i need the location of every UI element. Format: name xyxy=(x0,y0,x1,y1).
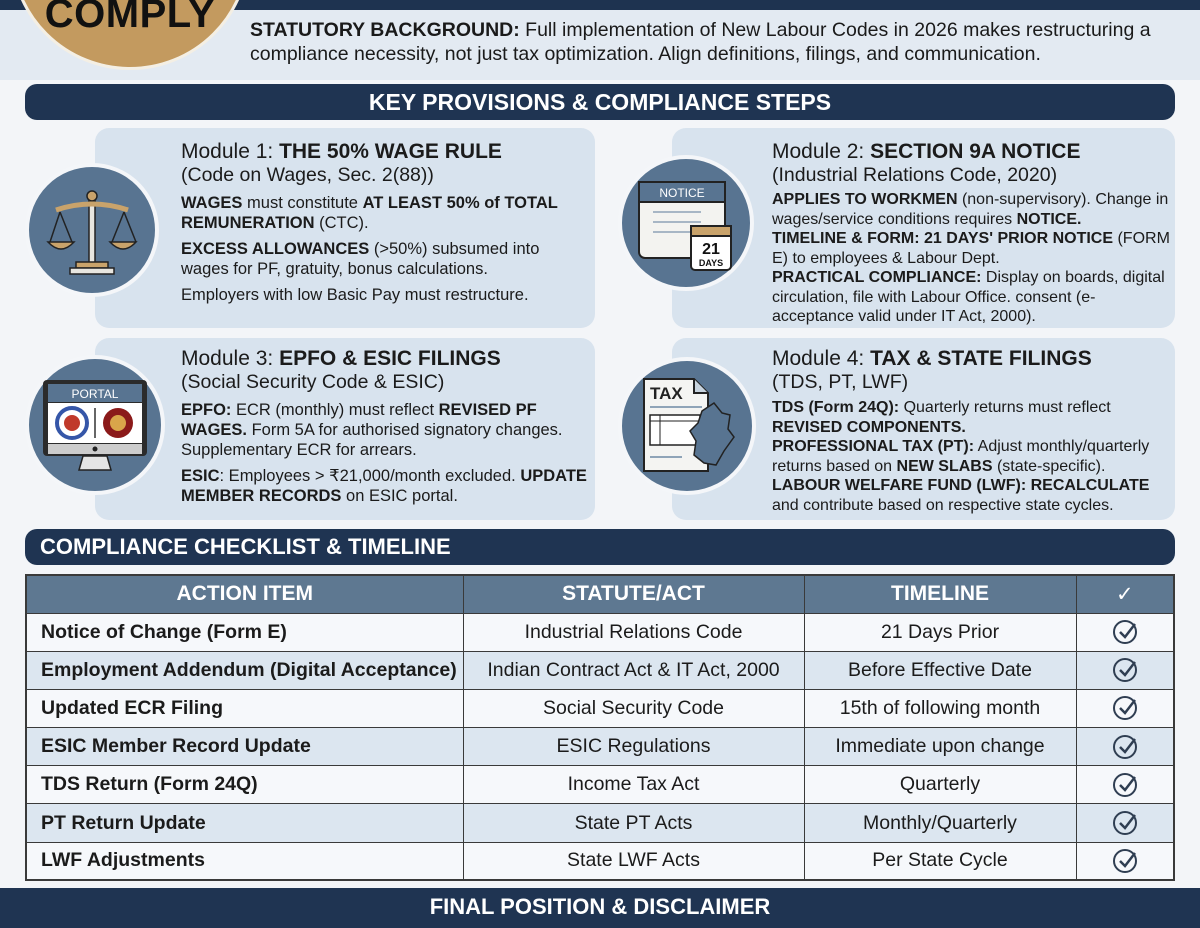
text: Display on boards, digital circulation, file with Labour Office. consent (e-acceptance valid under IT Act, 2000). xyxy=(772,269,1165,325)
module-4-text xyxy=(772,347,1172,515)
table-row xyxy=(26,842,1174,880)
statute-cell: State LWF Acts xyxy=(463,842,804,880)
timeline-cell: Per State Cycle xyxy=(804,842,1076,880)
text-bold: REVISED COMPONENTS. xyxy=(772,418,966,436)
text: (CTC). xyxy=(314,214,369,232)
check-circle-icon[interactable] xyxy=(1113,773,1137,797)
text-bold: UPDATE MEMBER RECORDS xyxy=(181,467,587,505)
check-circle-icon[interactable] xyxy=(1113,735,1137,759)
text-bold: AT LEAST 50% of TOTAL REMUNERATION xyxy=(181,194,558,232)
module-title: SECTION 9A NOTICE xyxy=(870,140,1081,163)
module-title: TAX & STATE FILINGS xyxy=(870,347,1092,370)
text-bold: REVISED PF WAGES. xyxy=(181,401,537,439)
final-position-bar: FINAL POSITION & DISCLAIMER xyxy=(0,888,1200,928)
statutory-background xyxy=(250,18,1190,66)
module-label: Module 4: xyxy=(772,347,871,370)
text: Employers with low Basic Pay must restructure. xyxy=(181,286,529,304)
timeline-cell: 15th of following month xyxy=(804,689,1076,727)
text-bold: LABOUR WELFARE FUND (LWF): RECALCULATE xyxy=(772,477,1150,494)
notice-calendar-icon xyxy=(618,155,754,291)
column-header-action: ACTION ITEM xyxy=(26,575,463,613)
compliance-table xyxy=(25,574,1175,881)
scales-of-justice-icon xyxy=(25,163,159,297)
check-cell[interactable] xyxy=(1076,689,1174,727)
text-bold: TDS (Form 24Q): xyxy=(772,399,900,416)
statutory-text: Full implementation of New Labour Codes in 2026 makes restructuring a compliance necessity, not just tax optimization. Align definitions, filings, and communication. xyxy=(250,19,1151,65)
module-3-text xyxy=(181,347,591,512)
text: Quarterly returns must reflect xyxy=(899,399,1111,416)
action-item-cell: TDS Return (Form 24Q) xyxy=(26,766,463,804)
check-cell[interactable] xyxy=(1076,804,1174,842)
text-bold: WAGES xyxy=(181,194,243,212)
check-cell[interactable] xyxy=(1076,728,1174,766)
timeline-cell: Quarterly xyxy=(804,766,1076,804)
text: and contribute based on respective state cycles. xyxy=(772,496,1114,514)
svg-text:NOTICE: NOTICE xyxy=(659,186,705,200)
table-row xyxy=(26,689,1174,727)
timeline-cell: Immediate upon change xyxy=(804,728,1076,766)
table-row xyxy=(26,804,1174,842)
badge-text: COMPLY xyxy=(44,0,216,36)
action-item-cell: Employment Addendum (Digital Acceptance) xyxy=(26,651,463,689)
statute-cell: Indian Contract Act & IT Act, 2000 xyxy=(463,651,804,689)
svg-text:TAX: TAX xyxy=(650,384,683,403)
action-item-cell: LWF Adjustments xyxy=(26,842,463,880)
module-1-text xyxy=(181,140,591,311)
text: Adjust monthly/quarterly returns based on xyxy=(772,438,1150,475)
check-cell[interactable] xyxy=(1076,651,1174,689)
text: (state-specific). xyxy=(992,457,1106,475)
module-subtitle: (Code on Wages, Sec. 2(88)) xyxy=(181,164,434,186)
statute-cell: Social Security Code xyxy=(463,689,804,727)
check-circle-icon[interactable] xyxy=(1113,696,1137,720)
check-circle-icon[interactable] xyxy=(1113,811,1137,835)
action-item-cell: PT Return Update xyxy=(26,804,463,842)
svg-text:21: 21 xyxy=(702,241,720,258)
table-row xyxy=(26,728,1174,766)
statute-cell: State PT Acts xyxy=(463,804,804,842)
text: ECR (monthly) must reflect xyxy=(231,401,439,419)
check-circle-icon[interactable] xyxy=(1113,849,1137,873)
text: (FORM E) to employees & Labour Dept. xyxy=(772,230,1170,267)
column-header-check: ✓ xyxy=(1076,575,1174,613)
key-provisions-header: KEY PROVISIONS & COMPLIANCE STEPS xyxy=(25,84,1175,120)
statute-cell: Income Tax Act xyxy=(463,766,804,804)
text-bold: TIMELINE & FORM: 21 DAYS' PRIOR NOTICE xyxy=(772,230,1114,247)
table-row xyxy=(26,766,1174,804)
text: (>50%) subsumed into wages for PF, gratuity, bonus calculations. xyxy=(181,240,540,278)
svg-text:PORTAL: PORTAL xyxy=(71,387,119,401)
text-bold: NOTICE. xyxy=(1016,210,1082,228)
column-header-statute: STATUTE/ACT xyxy=(463,575,804,613)
action-item-cell: ESIC Member Record Update xyxy=(26,728,463,766)
check-cell[interactable] xyxy=(1076,766,1174,804)
svg-text:DAYS: DAYS xyxy=(698,258,724,268)
module-subtitle: (Industrial Relations Code, 2020) xyxy=(772,164,1058,186)
check-circle-icon[interactable] xyxy=(1113,658,1137,682)
text: must constitute xyxy=(242,194,363,212)
statute-cell: Industrial Relations Code xyxy=(463,613,804,651)
timeline-cell: Before Effective Date xyxy=(804,651,1076,689)
module-subtitle: (TDS, PT, LWF) xyxy=(772,371,909,393)
tax-document-map-icon xyxy=(618,357,756,495)
text-bold: PRACTICAL COMPLIANCE: xyxy=(772,269,982,286)
module-subtitle: (Social Security Code & ESIC) xyxy=(181,371,445,393)
text-bold: NEW SLABS xyxy=(896,457,993,475)
table-row xyxy=(26,651,1174,689)
text-bold: PROFESSIONAL TAX (PT): xyxy=(772,438,975,455)
module-label: Module 1: xyxy=(181,140,280,163)
module-label: Module 3: xyxy=(181,347,280,370)
text-bold: APPLIES TO WORKMEN xyxy=(772,191,958,208)
statute-cell: ESIC Regulations xyxy=(463,728,804,766)
action-item-cell: Notice of Change (Form E) xyxy=(26,613,463,651)
check-circle-icon[interactable] xyxy=(1113,620,1137,644)
text: (non-supervisory). Change in wages/service conditions requires xyxy=(772,191,1169,228)
action-item-cell: Updated ECR Filing xyxy=(26,689,463,727)
table-header-row xyxy=(26,575,1174,613)
text: on ESIC portal. xyxy=(341,487,458,505)
text-bold: ESIC xyxy=(181,467,220,485)
timeline-cell: 21 Days Prior xyxy=(804,613,1076,651)
column-header-timeline: TIMELINE xyxy=(804,575,1076,613)
text-bold: EXCESS ALLOWANCES xyxy=(181,240,370,258)
text: : Employees > ₹21,000/month excluded. xyxy=(219,467,521,485)
text-bold: EPFO: xyxy=(181,401,232,419)
module-2-text xyxy=(772,140,1172,327)
statutory-label: STATUTORY BACKGROUND: xyxy=(250,19,520,41)
module-label: Module 2: xyxy=(772,140,871,163)
table-row xyxy=(26,613,1174,651)
module-title: EPFO & ESIC FILINGS xyxy=(279,347,501,370)
check-cell[interactable] xyxy=(1076,842,1174,880)
text: Form 5A for authorised signatory changes. Supplementary ECR for arrears. xyxy=(181,421,563,459)
checklist-header: COMPLIANCE CHECKLIST & TIMELINE xyxy=(25,529,1175,565)
timeline-cell: Monthly/Quarterly xyxy=(804,804,1076,842)
portal-monitor-icon xyxy=(25,355,165,495)
module-title: THE 50% WAGE RULE xyxy=(279,140,502,163)
check-cell[interactable] xyxy=(1076,613,1174,651)
